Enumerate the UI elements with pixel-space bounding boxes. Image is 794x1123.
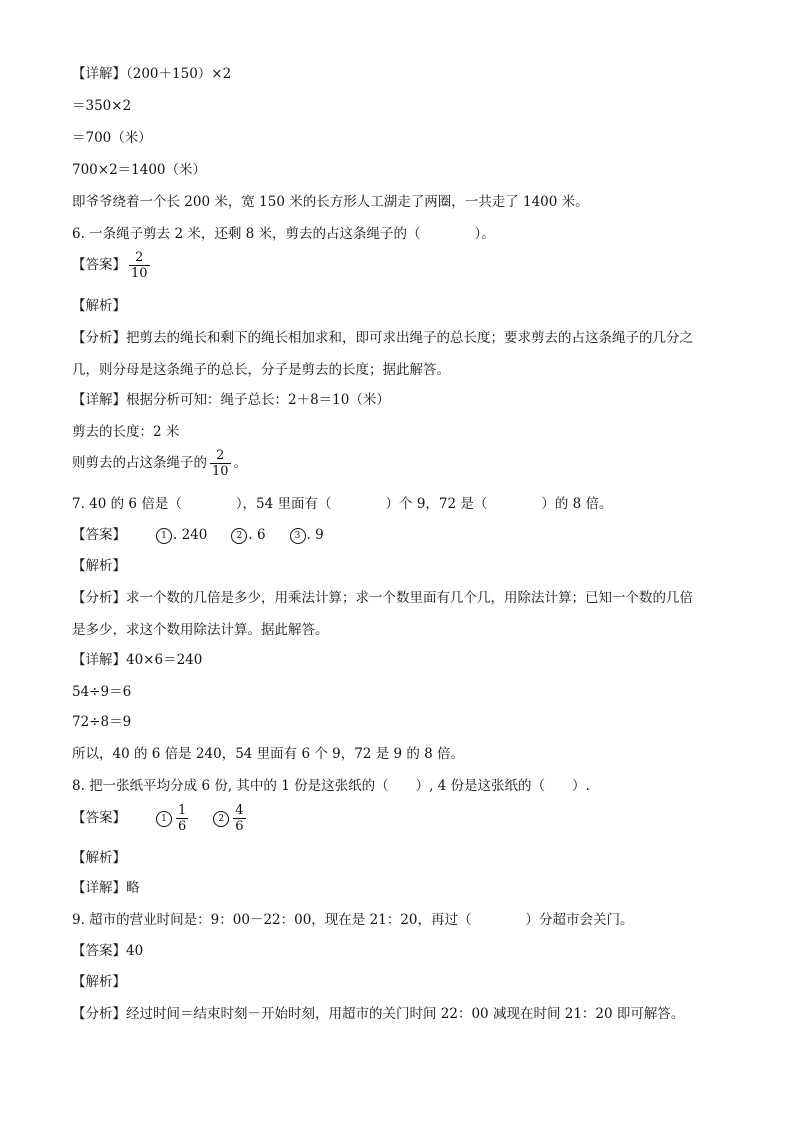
numerator: 1 [178,803,187,818]
detail-6-line-1: 【详解】根据分析可知：绳子总长：2＋8＝10（米） [72,392,390,408]
analysis-6-line-2: 几，则分母是这条绳子的总长，分子是剪去的长度；据此解答。 [72,362,450,378]
analysis-header-9: 【解析】 [72,974,126,990]
circled-number-2: 2 [231,528,247,544]
detail-7-line-3: 72÷8＝9 [72,714,132,730]
answer-fraction [129,250,150,281]
circled-number-3: 3 [290,528,306,544]
denominator: 10 [131,266,148,281]
numerator: 4 [235,803,244,818]
detail-line-1 [72,64,231,84]
calc-line-2: ＝350×2 [72,98,132,114]
detail-7-line-2: 54÷9＝6 [72,684,132,700]
denominator: 10 [212,464,229,479]
analysis-header-7: 【解析】 [72,558,126,574]
question-8: 8. 把一张纸平均分成 6 份, 其中的 1 份是这张纸的（ ）, 4 份是这张纸的（ ）. [72,778,590,794]
answer-fraction-1 [176,803,188,834]
question-6: 6. 一条绳子剪去 2 米，还剩 8 米，剪去的占这条绳子的（ ）。 [72,226,495,242]
detail-6-line-3 [72,448,247,479]
answer-6 [72,250,153,281]
analysis-header-8: 【解析】 [72,850,126,866]
answer-value-3: . 9 [306,527,324,543]
detail-6-line-2: 剪去的长度：2 米 [72,424,180,440]
answer-tag: 【答案】 [72,257,126,273]
answer-8 [72,803,249,834]
circled-number-1: 1 [156,528,172,544]
analysis-9: 【分析】经过时间＝结束时刻－开始时刻，用超市的关门时间 22：00 减现在时间 21：20 即可解答。 [72,1006,685,1022]
circled-number-2: 2 [213,811,229,827]
calc-line-4: 700×2＝1400（米） [72,162,207,178]
detail-8: 【详解】略 [72,880,140,896]
detail-7-line-4: 所以，40 的 6 倍是 240，54 里面有 6 个 9，72 是 9 的 8 倍。 [72,746,465,762]
detail-tag: 【详解】 [72,66,126,82]
answer-tag: 【答案】 [72,527,126,543]
question-9: 9. 超市的营业时间是：9：00－22：00，现在是 21：20，再过（ ）分超市会关门。 [72,912,634,928]
answer-value-2: . 6 [248,527,266,543]
detail-expression: （200＋150）×2 [126,66,232,82]
circled-number-1: 1 [156,811,172,827]
analysis-header-6: 【解析】 [72,298,126,314]
period: 。 [233,455,248,471]
detail-text: 则剪去的占这条绳子的 [72,455,207,471]
detail-7-line-1: 【详解】40×6＝240 [72,652,203,668]
numerator: 2 [210,448,231,464]
conclusion-line-5: 即爷爷绕着一个长 200 米，宽 150 米的长方形人工湖走了两圈，一共走了 1400 米。 [72,194,589,210]
question-7: 7. 40 的 6 倍是（ ），54 里面有（ ）个 9，72 是（ ）的 8 倍。 [72,496,613,512]
answer-value-1: . 240 [173,527,208,543]
numerator: 2 [129,250,150,266]
answer-7 [72,525,324,545]
denominator: 6 [178,819,187,834]
analysis-6-line-1: 【分析】把剪去的绳长和剩下的绳长相加求和，即可求出绳子的总长度；要求剪去的占这条绳子的几分之 [72,330,693,346]
calc-line-3: ＝700（米） [72,130,152,146]
analysis-7-line-1: 【分析】求一个数的几倍是多少，用乘法计算；求一个数里面有几个几，用除法计算；已知一个数的几倍 [72,590,693,606]
detail-fraction [210,448,231,479]
analysis-7-line-2: 是多少，求这个数用除法计算。据此解答。 [72,622,329,638]
denominator: 6 [235,819,244,834]
answer-fraction-2 [233,803,245,834]
answer-9: 【答案】40 [72,943,144,959]
answer-tag: 【答案】 [72,810,126,826]
